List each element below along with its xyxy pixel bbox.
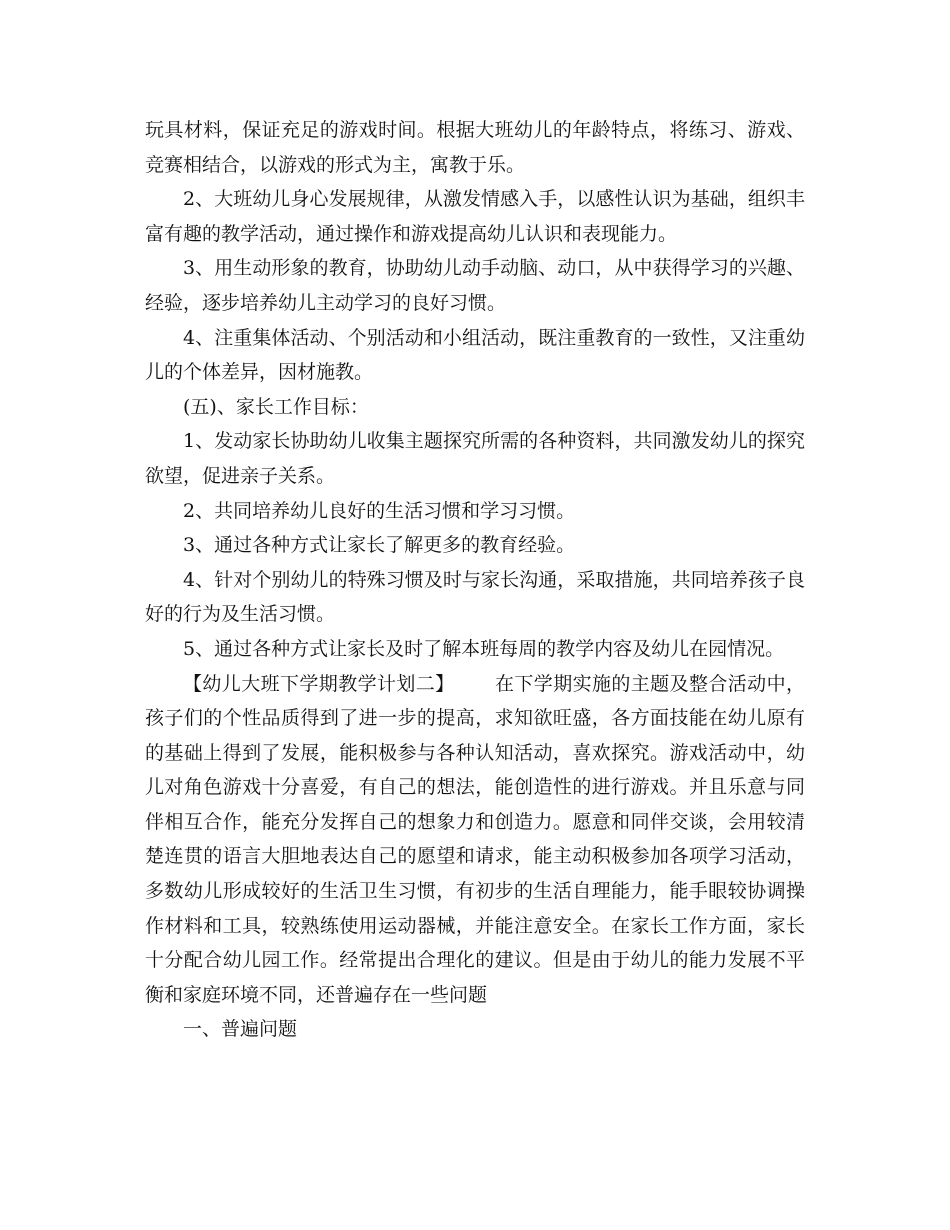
plan-two-body: 在下学期实施的主题及整合活动中，孩子们的个性品质得到了进一步的提高，求知欲旺盛，各方面技能在幼儿原有的基础上得到了发展，能积极参与各种认知活动，喜欢探究。游戏活动中，幼儿对角色游戏十分喜爱，有自己的想法，能创造性的进行游戏。并且乐意与同伴相互合作，能充分发挥自己的想象力和创造力。愿意和同伴交谈，会用较清楚连贯的语言大胆地表达自己的愿望和请求，能主动积极参加各项学习活动，多数幼儿形成较好的生活卫生习惯，有初步的生活自理能力，能手眼较协调操作材料和工具，较熟练使用运动器械，并能注意安全。在家长工作方面，家长十分配合幼儿园工作。经常提出合理化的建议。但是由于幼儿的能力发展不平衡和家庭环境不同，还普遍存在一些问题	[145, 672, 805, 1006]
paragraph-item-2: 2、大班幼儿身心发展规律，从激发情感入手，以感性认识为基础，组织丰富有趣的教学活动，通过操作和游戏提高幼儿认识和表现能力。	[145, 188, 805, 245]
parent-goal-1: 1、发动家长协助幼儿收集主题探究所需的各种资料，共同激发幼儿的探究欲望，促进亲子关系。	[145, 430, 805, 487]
paragraph-item-3: 3、用生动形象的教育，协助幼儿动手动脑、动口，从中获得学习的兴趣、经验，逐步培养幼儿主动学习的良好习惯。	[145, 257, 805, 314]
section-heading-common-problems: 一、普遍问题	[183, 1018, 298, 1041]
plan-two-heading: 【幼儿大班下学期教学计划二】	[183, 672, 455, 695]
parent-goal-5: 5、通过各种方式让家长及时了解本班每周的教学内容及幼儿在园情况。	[183, 637, 785, 660]
document-body	[145, 113, 805, 1047]
plan-two-paragraph	[145, 667, 805, 1013]
paragraph-item-4: 4、注重集体活动、个别活动和小组活动，既注重教育的一致性，又注重幼儿的个体差异，因材施教。	[145, 326, 805, 384]
section-heading-parent-goals: (五)、家长工作目标：	[183, 395, 369, 418]
parent-goal-3: 3、通过各种方式让家长了解更多的教育经验。	[183, 534, 576, 557]
parent-goal-4: 4、针对个别幼儿的特殊习惯及时与家长沟通，采取措施，共同培养孩子良好的行为及生活习惯。	[145, 568, 805, 626]
parent-goal-2: 2、共同培养幼儿良好的生活习惯和学习习惯。	[183, 499, 576, 522]
paragraph-continued: 玩具材料，保证充足的游戏时间。根据大班幼儿的年龄特点，将练习、游戏、竞赛相结合，以游戏的形式为主，寓教于乐。	[145, 119, 805, 176]
